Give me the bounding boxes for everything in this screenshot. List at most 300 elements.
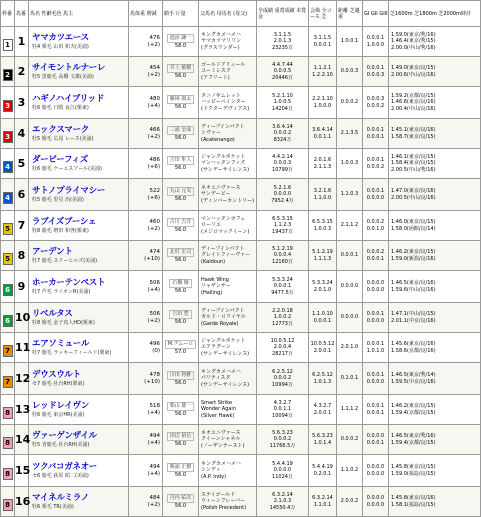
g2-results: 0.0.0.1 xyxy=(366,439,385,446)
dam-name: リャザンサー xyxy=(201,283,231,290)
jockey-badge: 田辺 裕信 xyxy=(167,432,195,441)
grade-record xyxy=(363,149,389,179)
damsire-name: (Halling) xyxy=(201,289,223,296)
course-record xyxy=(309,149,337,179)
turf-results: 0.0.0.1 xyxy=(313,41,332,48)
g1-results: 0.0.0.0 xyxy=(366,494,385,501)
prize-money: 9477.5万 xyxy=(271,289,294,296)
horse-name-link[interactable]: ハギノハイブリッド xyxy=(32,93,105,104)
total-results: 6.3.2.14 xyxy=(272,491,293,498)
graded-results: 2.0.1.3 xyxy=(273,38,292,45)
horse-name-link[interactable]: エアソミュール xyxy=(32,338,90,349)
damsire-name: (ドクターデヴィアス) xyxy=(201,105,250,112)
grade-record xyxy=(363,27,389,57)
sire-name: ステイゴールド xyxy=(201,491,236,498)
course-record xyxy=(309,455,337,487)
total-record xyxy=(257,395,309,425)
jockey-name[interactable] xyxy=(163,126,198,135)
table-row xyxy=(1,119,481,149)
turf-results: 1.0.1.3 xyxy=(313,378,332,385)
sire-name: マンハッタンカフェ xyxy=(201,215,246,222)
horse-cell xyxy=(29,119,129,149)
time-1: 1.49.0(東京/良/15) xyxy=(391,64,436,71)
total-results: 3.6.4.14 xyxy=(272,123,293,130)
header-total: 全成績 重賞成績 本賞金 xyxy=(257,1,309,27)
g2-results: 0.0.1.0 xyxy=(366,225,385,232)
carried-weight: 56.0 xyxy=(174,440,187,447)
graded-results: 2.0.0.4 xyxy=(273,344,292,351)
waku-badge: 8 xyxy=(3,468,13,480)
weight-change: (+10) xyxy=(144,255,160,262)
damsire-name: (サンデーサイレンス) xyxy=(201,350,250,357)
time-2: 2.00.5(中山/良/16) xyxy=(391,194,436,201)
pedigree-cell xyxy=(199,455,257,487)
distance-record xyxy=(337,119,363,149)
time-cell xyxy=(389,333,481,363)
weight-change: (+6) xyxy=(147,163,160,170)
graded-results: 1.1.2.3 xyxy=(273,222,292,229)
horse-number: 15 xyxy=(15,455,29,487)
grade-record xyxy=(363,455,389,487)
distance-results: 1.0.0.1 xyxy=(340,38,359,45)
total-record xyxy=(257,425,309,455)
g1-results: 0.0.0.1 xyxy=(366,310,385,317)
horse-weight xyxy=(129,241,163,271)
horse-weight xyxy=(129,333,163,363)
jockey-name[interactable] xyxy=(163,248,198,257)
header-horse: 馬名 性齢毛色 馬主 xyxy=(29,1,129,27)
body-weight: 486 xyxy=(149,156,160,163)
distance-record xyxy=(337,303,363,333)
horse-weight xyxy=(129,487,163,517)
dam-name: ヤマカツマリリン xyxy=(201,38,242,45)
waku-cell xyxy=(1,271,15,303)
carried-weight: 56.0 xyxy=(174,410,187,417)
horse-name-link[interactable]: ホーカーテンペスト xyxy=(32,277,106,288)
distance-record xyxy=(337,425,363,455)
course-results: 4.3.2.7 xyxy=(313,402,332,409)
horse-cell xyxy=(29,425,129,455)
sire-name: ディープインパクト xyxy=(201,123,245,130)
horse-info: 牡5 鹿毛 広尾 レース(美浦) xyxy=(32,135,94,142)
course-results: 10.0.5.12 xyxy=(310,340,335,347)
distance-record xyxy=(337,363,363,395)
carried-weight: 56.0 xyxy=(174,195,187,202)
horse-weight xyxy=(129,363,163,395)
time-cell xyxy=(389,241,481,271)
sire-name: ジャングルポケット xyxy=(201,153,246,160)
total-record xyxy=(257,487,309,517)
course-record xyxy=(309,395,337,425)
damsire-name: (アフリート) xyxy=(201,74,230,81)
jockey-name[interactable] xyxy=(163,218,198,227)
table-row xyxy=(1,241,481,271)
time-cell xyxy=(389,271,481,303)
time-1: 1.46.2(東京/良/15) xyxy=(391,248,436,255)
table-row xyxy=(1,395,481,425)
grade-record xyxy=(363,179,389,211)
distance-record xyxy=(337,395,363,425)
course-results: 5.1.2.19 xyxy=(312,248,333,255)
g1-results: 0.0.0.0 xyxy=(366,279,385,286)
body-weight: 484 xyxy=(149,494,160,501)
horse-cell xyxy=(29,455,129,487)
horse-number: 5 xyxy=(15,149,29,179)
carried-weight: 56.0 xyxy=(174,134,187,141)
grade-record xyxy=(363,487,389,517)
dam-name: パリティスタ xyxy=(201,375,231,382)
carried-weight: 58.0 xyxy=(174,42,187,49)
dam-name: ユーミレスク xyxy=(201,68,231,75)
jockey-name[interactable] xyxy=(163,432,198,441)
course-record xyxy=(309,179,337,211)
header-pedigree: 父馬名 母馬名 (母父) xyxy=(199,1,257,27)
time-2: 1.59.5(中京/良/16) xyxy=(391,378,436,385)
g1-results: 0.0.0.0 xyxy=(366,463,385,470)
horse-info: 牡7 鹿毛 スリーヒルズ(美浦) xyxy=(32,257,98,264)
dam-name: クイーンシャネル xyxy=(201,436,241,443)
horse-weight xyxy=(129,27,163,57)
distance-record xyxy=(337,87,363,119)
g2-results: 0.0.0.3 xyxy=(366,71,385,78)
body-weight: 494 xyxy=(149,463,160,470)
dam-name: ウィーンフレーバー xyxy=(201,498,246,505)
weight-change: (+2) xyxy=(147,133,160,140)
grade-record xyxy=(363,57,389,87)
course-results: 2.0.1.6 xyxy=(313,156,332,163)
table-row xyxy=(1,27,481,57)
course-record xyxy=(309,87,337,119)
g2-results: 0.0.0.0 xyxy=(366,501,385,508)
distance-record xyxy=(337,57,363,87)
turf-results: 0.0.1.1 xyxy=(313,133,332,140)
waku-cell xyxy=(1,57,15,87)
waku-cell xyxy=(1,363,15,395)
table-row xyxy=(1,179,481,211)
horse-info: 牡5 鹿毛 里見 治(美浦) xyxy=(32,196,84,203)
horse-name-link[interactable]: マイネルミラノ xyxy=(32,492,89,503)
turf-results: 0.2.0.1 xyxy=(313,470,332,477)
damsire-name: (グラスワンダー) xyxy=(201,44,240,51)
horse-name-link[interactable]: ダービーフィズ xyxy=(32,154,88,165)
time-1: 1.45.6(東京/良/16) xyxy=(391,340,436,347)
header-jockey: 騎手 斤量 xyxy=(163,1,199,27)
weight-change: (+2) xyxy=(147,501,160,508)
horse-name-link[interactable]: ラブイズブーシェ xyxy=(32,216,97,227)
time-1: 1.45.1(東京/良/16) xyxy=(391,126,436,133)
waku-badge: 5 xyxy=(3,223,13,235)
time-1: 1.46.5(東京/良/16) xyxy=(391,279,436,286)
waku-badge: 7 xyxy=(3,376,13,388)
time-2: 1.59.0(新潟/良/16) xyxy=(391,255,436,262)
horse-info: 牡6 栗毛 TR(美浦) xyxy=(32,503,74,510)
g1-results: 0.0.0.2 xyxy=(366,248,385,255)
horse-info: 牡8 鹿毛 金子真人HD(栗東) xyxy=(32,319,95,326)
grade-record xyxy=(363,395,389,425)
turf-results: 1.0.0.3 xyxy=(313,225,332,232)
pedigree-cell xyxy=(199,179,257,211)
sire-name: ネオユニヴァース xyxy=(201,429,241,436)
damsire-name: (Acatenango) xyxy=(201,136,235,143)
time-3: 2.00.4(中山/良/16) xyxy=(391,105,436,112)
weight-change: (+2) xyxy=(147,317,160,324)
waku-cell xyxy=(1,211,15,241)
total-record xyxy=(257,333,309,363)
g1-results: 0.0.0.1 xyxy=(366,340,385,347)
body-weight: 518 xyxy=(149,402,160,409)
time-2: 1.59.4(京都/良/15) xyxy=(391,409,436,416)
header-time: 芝1600m 芝1800m 芝2000m時計 xyxy=(389,1,481,27)
horse-weight xyxy=(129,395,163,425)
g1-results: 0.0.0.1 xyxy=(366,402,385,409)
damsire-name: (ノーザンテースト) xyxy=(201,442,245,449)
waku-cell xyxy=(1,87,15,119)
waku-badge: 3 xyxy=(3,131,13,143)
course-results: 1.1.2.1 xyxy=(313,64,332,71)
distance-results: 0.0.0.2 xyxy=(340,436,359,443)
dam-name: シヴァー xyxy=(201,130,221,137)
time-1: 1.47.0(東京/良/16) xyxy=(391,187,436,194)
jockey-cell xyxy=(163,87,199,119)
course-record xyxy=(309,119,337,149)
jockey-name[interactable] xyxy=(163,64,198,73)
jockey-name[interactable] xyxy=(163,279,198,288)
dam-name: ハッピーペインター xyxy=(201,99,246,106)
dam-name: Wonder Again xyxy=(201,406,236,413)
table-row xyxy=(1,271,481,303)
distance-results: 1.1.1.2 xyxy=(340,406,359,413)
g1-results: 0.0.0.3 xyxy=(366,95,385,102)
course-record xyxy=(309,57,337,87)
time-cell xyxy=(389,179,481,211)
horse-cell xyxy=(29,149,129,179)
horse-cell xyxy=(29,363,129,395)
dam-name: シンディ xyxy=(201,467,221,474)
distance-results: 0.1.0.1 xyxy=(340,375,359,382)
course-results: 3.1.1.5 xyxy=(313,34,332,41)
sire-name: ディープインパクト xyxy=(201,307,245,314)
pedigree-cell xyxy=(199,303,257,333)
grade-record xyxy=(363,363,389,395)
waku-cell xyxy=(1,149,15,179)
horse-weight xyxy=(129,211,163,241)
course-results: 1.1.0.10 xyxy=(312,310,333,317)
jockey-badge: 吉田 隼人 xyxy=(167,156,195,165)
jockey-name[interactable] xyxy=(163,95,198,104)
table-row xyxy=(1,303,481,333)
body-weight: 466 xyxy=(149,126,160,133)
grade-record xyxy=(363,241,389,271)
prize-money: 8324万 xyxy=(273,136,292,143)
graded-results: 0.0.0.1 xyxy=(273,283,292,290)
sire-name: キングカメハメハ xyxy=(201,460,241,467)
horse-cell xyxy=(29,333,129,363)
weight-change: (+10) xyxy=(144,378,160,385)
distance-results: 2.0.0.2 xyxy=(340,498,359,505)
jockey-badge: 藤岡 康太 xyxy=(167,95,195,104)
jockey-badge: 池添 謙一 xyxy=(167,34,195,43)
jockey-badge: 川田 将雅 xyxy=(167,371,195,380)
body-weight: 480 xyxy=(149,95,160,102)
horse-number: 8 xyxy=(15,241,29,271)
prize-money: 23235万 xyxy=(272,44,293,51)
prize-money: 10994万 xyxy=(272,381,293,388)
pedigree-cell xyxy=(199,363,257,395)
jockey-name[interactable] xyxy=(163,371,198,380)
carried-weight: 56.0 xyxy=(174,502,187,509)
dam-name: マンハッタンフィズ xyxy=(201,160,246,167)
pedigree-cell xyxy=(199,487,257,517)
course-record xyxy=(309,487,337,517)
distance-record xyxy=(337,27,363,57)
distance-record xyxy=(337,333,363,363)
table-row xyxy=(1,149,481,179)
g1-results: 0.0.0.1 xyxy=(366,126,385,133)
g2-results: 0.0.0.1 xyxy=(366,133,385,140)
carried-weight: 56.0 xyxy=(174,72,187,79)
graded-results: 2.1.0.3 xyxy=(273,498,292,505)
jockey-name[interactable] xyxy=(163,310,198,319)
distance-results: 0.0.0.0 xyxy=(340,283,359,290)
waku-cell xyxy=(1,179,15,211)
g1-results: 0.0.0.1 xyxy=(366,187,385,194)
prize-money: 11024万 xyxy=(272,473,293,480)
jockey-badge: 柴山 雄一 xyxy=(167,402,195,411)
time-cell xyxy=(389,363,481,395)
grade-record xyxy=(363,87,389,119)
time-cell xyxy=(389,395,481,425)
time-1: 1.46.2(東京/良/15) xyxy=(391,402,436,409)
waku-badge: 6 xyxy=(3,284,13,296)
horse-cell xyxy=(29,57,129,87)
distance-results: 0.0.0.3 xyxy=(340,68,359,75)
grade-record xyxy=(363,425,389,455)
weight-change: (+6) xyxy=(147,194,160,201)
total-record xyxy=(257,455,309,487)
horse-name-link[interactable]: ヤマカツエース xyxy=(32,32,89,43)
weight-change: (+4) xyxy=(147,409,160,416)
jockey-name[interactable] xyxy=(163,402,198,411)
turf-results: 1.1.0.1 xyxy=(313,501,332,508)
header-weight: 馬体重 増減 xyxy=(129,1,163,27)
total-record xyxy=(257,119,309,149)
time-2: 1.59.6(中山/良/16) xyxy=(391,286,436,293)
table-header xyxy=(1,1,481,27)
horse-info: 牡4 栗毛 山田 和夫(美浦) xyxy=(32,43,89,50)
time-1: 1.45.8(東京/良/16) xyxy=(391,494,436,501)
distance-record xyxy=(337,271,363,303)
carried-weight: 56.0 xyxy=(174,379,187,386)
jockey-name[interactable] xyxy=(163,187,198,196)
waku-badge: 8 xyxy=(3,437,13,449)
horse-name-link[interactable]: サトノプライマシー xyxy=(32,185,106,196)
horse-cell xyxy=(29,395,129,425)
graded-results: 0.0.0.5 xyxy=(273,68,292,75)
jockey-name[interactable] xyxy=(163,494,198,503)
weight-change: (+2) xyxy=(147,225,160,232)
course-results: 6.2.5.12 xyxy=(312,371,333,378)
horse-name-link[interactable]: デウスウルト xyxy=(32,369,81,380)
waku-badge: 5 xyxy=(3,253,13,265)
course-results: 3.2.1.6 xyxy=(313,187,332,194)
horse-cell xyxy=(29,87,129,119)
header-distance: 距離 芝適 重 xyxy=(337,1,363,27)
pedigree-cell xyxy=(199,149,257,179)
time-3: 2.00.5(中山/秀/16) xyxy=(391,166,436,173)
prize-money: 14550.4万 xyxy=(269,504,296,511)
course-results: 6.3.2.14 xyxy=(312,494,333,501)
waku-badge: 8 xyxy=(3,407,13,419)
jockey-cell xyxy=(163,211,199,241)
horse-name-link[interactable]: リベルタス xyxy=(32,308,73,319)
turf-results: 2.0.0.1 xyxy=(313,409,332,416)
horse-name-link[interactable]: エックスマーク xyxy=(32,124,89,135)
horse-info: 牡6 鹿毛 ケーエスアール(美浦) xyxy=(32,165,103,172)
time-2: 1.58.6(京都/良/16) xyxy=(391,347,436,354)
time-2: 1.58.0(函館/良/14) xyxy=(391,225,436,232)
g2-results: 1.0.1.0 xyxy=(366,347,385,354)
horse-number: 4 xyxy=(15,119,29,149)
jockey-name[interactable] xyxy=(163,340,198,349)
sire-name: Smart Strike xyxy=(201,399,233,406)
grade-record xyxy=(363,303,389,333)
jockey-name[interactable] xyxy=(163,463,198,472)
total-record xyxy=(257,363,309,395)
grade-record xyxy=(363,333,389,363)
horse-info: 牡7 芦毛 ライオンR(美浦) xyxy=(32,288,91,295)
body-weight: 478 xyxy=(149,371,160,378)
total-record xyxy=(257,179,309,211)
horse-weight xyxy=(129,57,163,87)
jockey-cell xyxy=(163,179,199,211)
horse-info: 牡6 鹿毛 日隈 良江(栗東) xyxy=(32,104,89,111)
g2-results: 0.0.0.1 xyxy=(366,409,385,416)
time-1: 1.46.5(東京/秀/16) xyxy=(391,432,436,439)
carried-weight: 56.0 xyxy=(174,256,187,263)
horse-name-link[interactable]: ツクバコガネオー xyxy=(32,461,98,472)
course-record xyxy=(309,425,337,455)
pedigree-cell xyxy=(199,271,257,303)
time-2: 1.59.4(京都/良/15) xyxy=(391,439,436,446)
damsire-name: (Garde Royale) xyxy=(201,320,239,327)
course-record xyxy=(309,363,337,395)
horse-cell xyxy=(29,27,129,57)
turf-results: 1.1.1.3 xyxy=(313,255,332,262)
horse-cell xyxy=(29,211,129,241)
jockey-name[interactable] xyxy=(163,34,198,43)
time-2: 1.46.6(東京/良/16) xyxy=(391,99,436,106)
pedigree-cell xyxy=(199,333,257,363)
horse-cell xyxy=(29,487,129,517)
horse-name-link[interactable]: サイモントルナーレ xyxy=(32,62,106,73)
time-1: 1.45.8(東京/良/15) xyxy=(391,463,436,470)
g2-results: 0.0.0.2 xyxy=(366,102,385,109)
grade-record xyxy=(363,119,389,149)
g1-results: 0.0.0.2 xyxy=(366,218,385,225)
weight-change: (+4) xyxy=(147,102,160,109)
course-results: 2.2.1.10 xyxy=(312,95,333,102)
jockey-badge: 古川 吉洋 xyxy=(167,218,195,227)
body-weight: 454 xyxy=(149,64,160,71)
horse-name-link[interactable]: レッドレイヴン xyxy=(32,400,89,411)
jockey-name[interactable] xyxy=(163,156,198,165)
horse-name-link[interactable]: ヴァーゲンザイル xyxy=(32,430,97,441)
horse-number: 14 xyxy=(15,425,29,455)
horse-name-link[interactable]: アーデント xyxy=(32,246,73,257)
sire-name: ネオユニヴァース xyxy=(201,184,241,191)
waku-cell xyxy=(1,333,15,363)
sire-name: ジャングルポケット xyxy=(201,337,246,344)
